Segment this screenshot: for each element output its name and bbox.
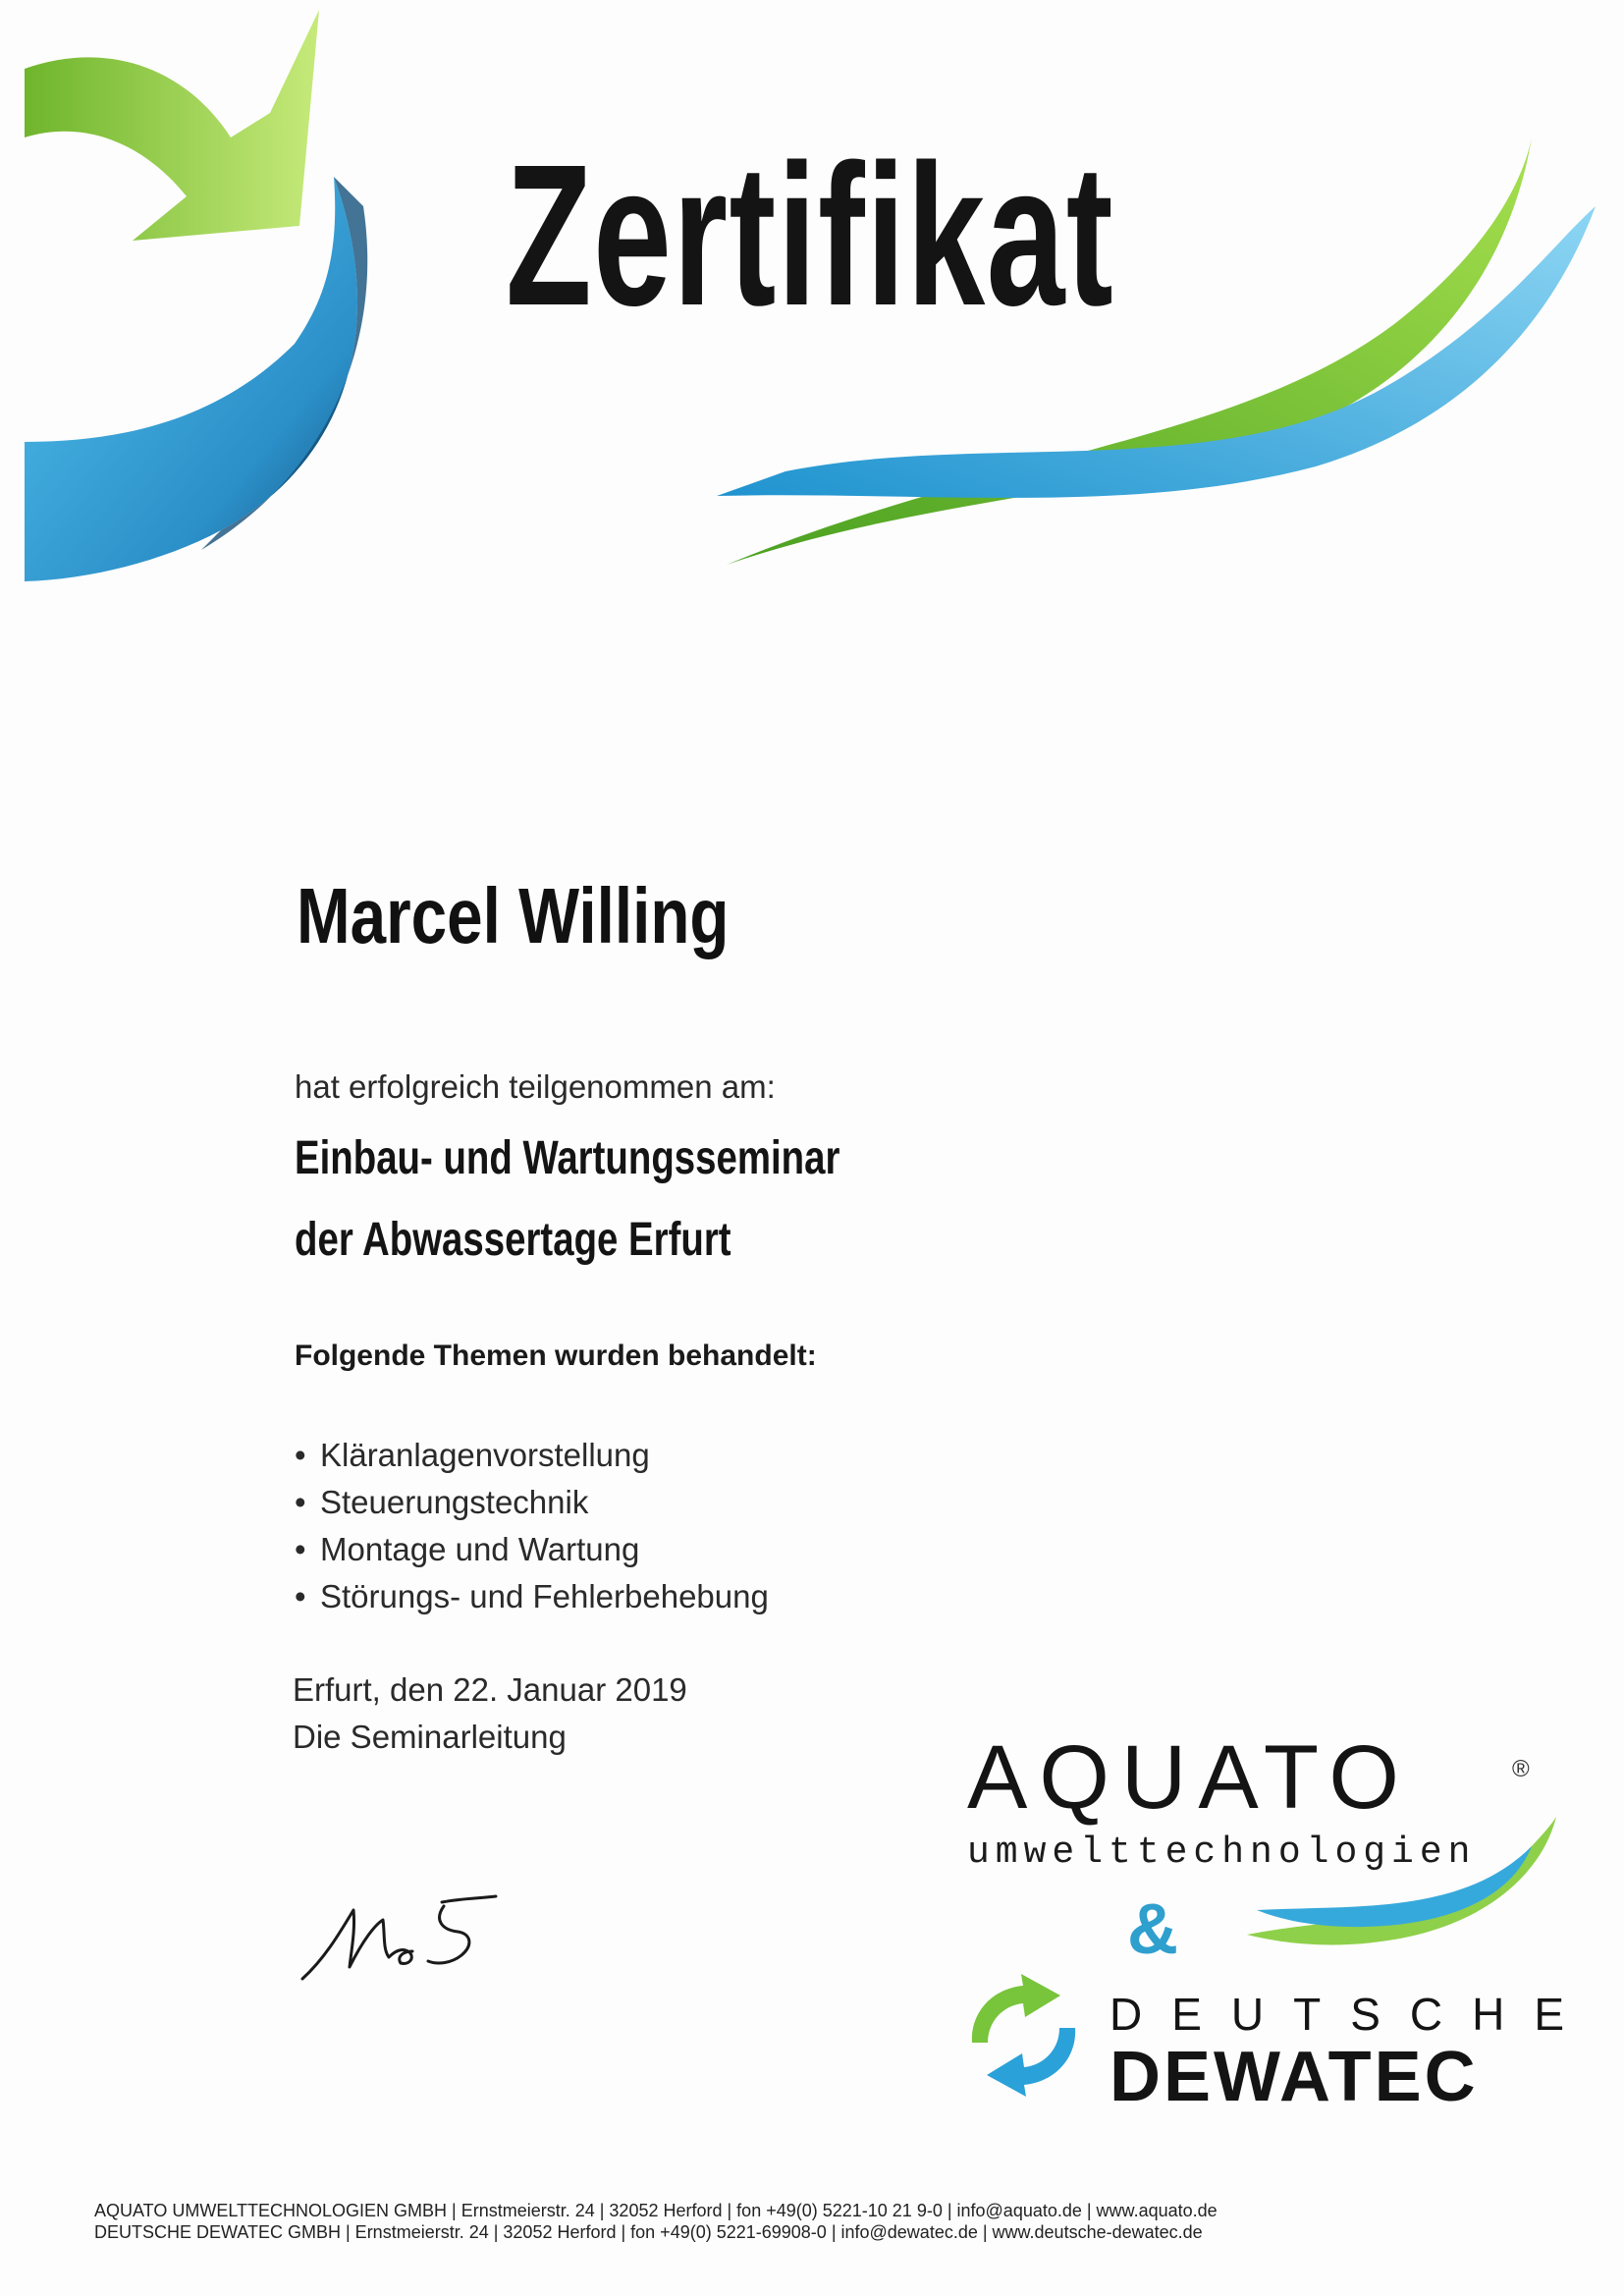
list-item: [295, 1432, 769, 1479]
place-and-date: Erfurt, den 22. Januar 2019: [293, 1671, 687, 1708]
topic-label: Kläranlagenvorstellung: [320, 1437, 650, 1473]
logo-ampersand: &: [1127, 1890, 1178, 1969]
topic-label: Störungs- und Fehlerbehebung: [320, 1578, 769, 1614]
bullet-icon: •: [295, 1437, 306, 1473]
list-item: [295, 1526, 769, 1573]
logo-swoosh-graphic: [1227, 1817, 1561, 1964]
topics-heading: Folgende Themen wurden behandelt:: [295, 1339, 817, 1372]
topic-label: Montage und Wartung: [320, 1531, 640, 1567]
seminar-title-line2: der Abwassertage Erfurt: [295, 1214, 731, 1266]
bullet-icon: •: [295, 1531, 306, 1567]
bullet-icon: •: [295, 1578, 306, 1614]
topic-label: Steuerungstechnik: [320, 1484, 589, 1520]
aquato-logo-subtitle: umwelttechnologien: [967, 1831, 1477, 1874]
registered-mark: ®: [1512, 1756, 1530, 1782]
dewatec-logo-deutsche: DEUTSCHE: [1110, 1989, 1595, 2040]
list-item: [295, 1573, 769, 1620]
circular-arrow-graphic: [0, 0, 412, 609]
bullet-icon: •: [295, 1484, 306, 1520]
recipient-name: Marcel Willing: [297, 872, 730, 959]
certificate-title: Zertifikat: [506, 123, 1115, 348]
signature: [295, 1881, 511, 1989]
signatory-label: Die Seminarleitung: [293, 1719, 567, 1755]
dewatec-logo-wordmark: DEWATEC: [1110, 2038, 1479, 2116]
seminar-title-line1: Einbau- und Wartungsseminar: [295, 1132, 840, 1184]
aquato-logo-wordmark: AQUATO: [967, 1727, 1411, 1828]
list-item: [295, 1479, 769, 1526]
topics-list: [295, 1432, 769, 1620]
footer-dewatec-contact: DEUTSCHE DEWATEC GMBH | Ernstmeierstr. 24 | 32052 Herford | fon +49(0) 5221-69908-0 | info@dewatec.de | www.deutsche-dewatec.de: [94, 2222, 1203, 2242]
footer-aquato-contact: AQUATO UMWELTTECHNOLOGIEN GMBH | Ernstmeierstr. 24 | 32052 Herford | fon +49(0) 5221-10 21 9-0 | info@aquato.de | www.aquato.de: [94, 2201, 1218, 2220]
participation-statement: hat erfolgreich teilgenommen am:: [295, 1068, 776, 1105]
dewatec-recycle-icon: [962, 1974, 1085, 2097]
